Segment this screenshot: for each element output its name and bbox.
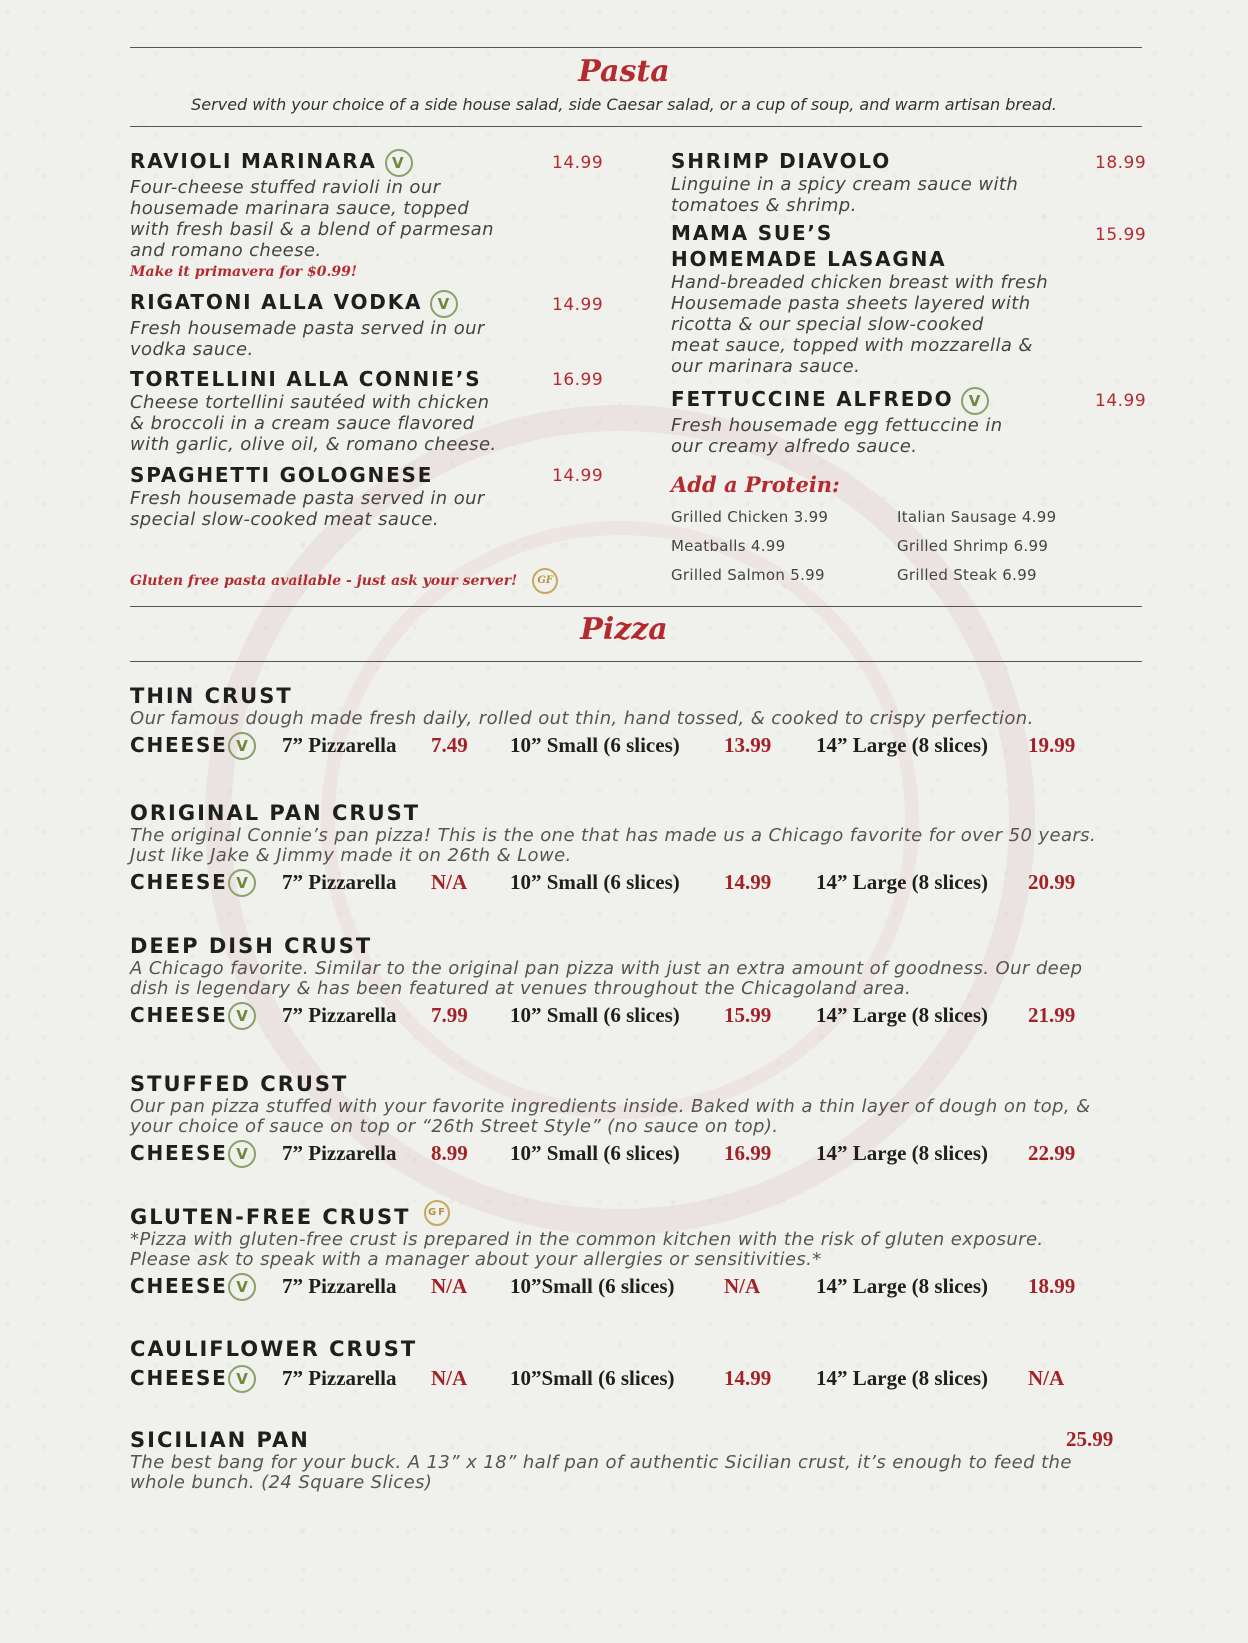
desc-line: with fresh basil & a blend of parmesan xyxy=(130,218,494,240)
sicilian-price: 25.99 xyxy=(1066,1427,1114,1451)
desc-line: with garlic, olive oil, & romano cheese. xyxy=(130,434,497,455)
desc-line: ricotta & our special slow-cooked xyxy=(671,314,984,335)
desc-line: & broccoli in a cream sauce flavored xyxy=(130,413,475,434)
crust-block xyxy=(130,683,1150,763)
pasta-title: Pasta xyxy=(578,54,670,89)
size-label: 10”Small (6 slices) xyxy=(510,1274,675,1298)
crust-block xyxy=(130,1204,1150,1304)
size-price: 14.99 xyxy=(724,1366,772,1390)
desc-line: Please ask to speak with a manager about your allergies or sensitivities.* xyxy=(130,1249,822,1270)
gluten-free-icon: GF xyxy=(532,568,558,594)
desc-line: *Pizza with gluten-free crust is prepared in the common kitchen with the risk of gluten exposure. xyxy=(130,1229,1044,1250)
desc-line: your choice of sauce on top or “26th Street Style” (no sauce on top). xyxy=(130,1116,779,1137)
cheese-label: CHEESE xyxy=(130,1366,228,1390)
size-price: N/A xyxy=(431,1274,468,1298)
crust-block xyxy=(130,1336,1150,1396)
crust-name xyxy=(130,933,1150,959)
desc-line: whole bunch. (24 Square Slices) xyxy=(130,1472,433,1493)
crust-name xyxy=(130,1071,1150,1097)
desc-line: Our pan pizza stuffed with your favorite ingredients inside. Baked with a thin layer of dough on top, & xyxy=(130,1096,1091,1117)
item-price: 15.99 xyxy=(1095,225,1147,245)
desc-line: housemade marinara sauce, topped xyxy=(130,197,470,219)
crust-name xyxy=(130,1336,1150,1362)
desc-line: our marinara sauce. xyxy=(671,356,861,377)
gluten-free-note-text: Gluten free pasta available - just ask your server! xyxy=(130,573,518,589)
desc-line: The original Connie’s pan pizza! This is the one that has made us a Chicago favorite for over 50 years. xyxy=(130,825,1097,846)
crust-name-text: DEEP DISH CRUST xyxy=(130,934,373,958)
size-label: 7” Pizzarella xyxy=(282,1274,397,1298)
vegetarian-icon: V xyxy=(228,1002,256,1030)
menu-item-ravioli xyxy=(130,148,600,261)
item-name: RAVIOLI MARINARA xyxy=(130,149,377,173)
item-price: 14.99 xyxy=(552,295,604,315)
item-name: RIGATONI ALLA VODKA xyxy=(130,290,423,314)
menu-item-shrimp-diavolo xyxy=(671,148,1141,216)
crust-desc xyxy=(130,959,1150,999)
gluten-free-icon: GF xyxy=(424,1200,450,1226)
crust-name-text: THIN CRUST xyxy=(130,684,293,708)
primavera-note: Make it primavera for $0.99! xyxy=(130,264,358,280)
vegetarian-icon: V xyxy=(228,869,256,897)
crust-name-text: CAULIFLOWER CRUST xyxy=(130,1337,418,1361)
desc-line: dish is legendary & has been featured at venues throughout the Chicagoland area. xyxy=(130,978,912,999)
desc-line: Fresh housemade pasta served in our xyxy=(130,317,485,339)
size-label: 7” Pizzarella xyxy=(282,1141,397,1165)
pizza-top-rule xyxy=(130,606,1142,607)
desc-line: Four-cheese stuffed ravioli in our xyxy=(130,176,441,198)
crust-name-text: ORIGINAL PAN CRUST xyxy=(130,801,421,825)
desc-line: The best bang for your buck. A 13” x 18” half pan of authentic Sicilian crust, it’s enough to feed the xyxy=(130,1452,1072,1473)
desc-line: Linguine in a spicy cream sauce with xyxy=(671,174,1019,195)
size-label: 14” Large (8 slices) xyxy=(816,1366,989,1390)
pizza-title: Pizza xyxy=(580,612,668,647)
protein-option: Grilled Chicken 3.99 xyxy=(671,508,829,526)
size-price: 14.99 xyxy=(724,870,772,894)
crust-name xyxy=(130,800,1150,826)
size-label: 10” Small (6 slices) xyxy=(510,733,680,757)
desc-line: Our famous dough made fresh daily, rolled out thin, hand tossed, & cooked to crispy perfection. xyxy=(130,708,1034,729)
protein-option: Meatballs 4.99 xyxy=(671,537,786,555)
item-name: TORTELLINI ALLA CONNIE’S xyxy=(130,367,482,391)
item-name: SPAGHETTI GOLOGNESE xyxy=(130,463,434,487)
crust-desc xyxy=(130,1097,1150,1137)
size-label: 14” Large (8 slices) xyxy=(816,733,989,757)
size-label: 14” Large (8 slices) xyxy=(816,1141,989,1165)
protein-option: Grilled Shrimp 6.99 xyxy=(897,537,1049,555)
size-price: N/A xyxy=(1028,1366,1065,1390)
protein-title: Add a Protein: xyxy=(671,472,840,497)
desc-line: meat sauce, topped with mozzarella & xyxy=(671,335,1033,356)
cheese-label: CHEESE xyxy=(130,1003,228,1027)
size-price: N/A xyxy=(431,1366,468,1390)
desc-line: Fresh housemade egg fettuccine in xyxy=(671,414,1003,436)
item-name: MAMA SUE’S xyxy=(671,221,834,245)
crust-desc xyxy=(130,1230,1150,1270)
size-price: 16.99 xyxy=(724,1141,772,1165)
item-name: FETTUCCINE ALFREDO xyxy=(671,387,954,411)
size-price: 15.99 xyxy=(724,1003,772,1027)
item-price: 14.99 xyxy=(552,153,604,173)
size-label: 7” Pizzarella xyxy=(282,1003,397,1027)
size-price-row xyxy=(130,1366,1150,1396)
size-label: 14” Large (8 slices) xyxy=(816,1003,989,1027)
desc-line: tomatoes & shrimp. xyxy=(671,195,857,216)
size-price-row xyxy=(130,870,1150,900)
size-price: 22.99 xyxy=(1028,1141,1076,1165)
item-price: 16.99 xyxy=(552,370,604,390)
crust-desc xyxy=(130,1453,1150,1493)
desc-line: Cheese tortellini sautéed with chicken xyxy=(130,392,490,413)
item-price: 14.99 xyxy=(552,466,604,486)
pasta-top-rule xyxy=(130,47,1142,48)
sicilian-pan xyxy=(130,1427,1150,1493)
desc-line: A Chicago favorite. Similar to the original pan pizza with just an extra amount of goodness. Our deep xyxy=(130,958,1083,979)
item-desc xyxy=(671,174,1141,216)
crust-name-text: STUFFED CRUST xyxy=(130,1072,349,1096)
vegetarian-icon: V xyxy=(228,1140,256,1168)
vegetarian-icon: V xyxy=(430,290,458,318)
menu-item-fettuccine xyxy=(671,386,1141,457)
desc-line: our creamy alfredo sauce. xyxy=(671,435,918,457)
item-desc xyxy=(130,392,600,455)
size-label: 7” Pizzarella xyxy=(282,1366,397,1390)
gluten-free-note xyxy=(130,568,558,594)
crust-block xyxy=(130,800,1150,900)
crust-desc xyxy=(130,826,1150,866)
desc-line: and romano cheese. xyxy=(130,239,322,261)
size-price: N/A xyxy=(724,1274,761,1298)
cheese-label: CHEESE xyxy=(130,1141,228,1165)
size-price: 8.99 xyxy=(431,1141,468,1165)
item-desc xyxy=(130,488,600,530)
crust-name-text: GLUTEN-FREE CRUST xyxy=(130,1205,411,1229)
protein-option: Grilled Steak 6.99 xyxy=(897,566,1037,584)
size-price: 21.99 xyxy=(1028,1003,1076,1027)
item-price: 18.99 xyxy=(1095,153,1147,173)
cheese-label: CHEESE xyxy=(130,733,228,757)
item-desc xyxy=(671,415,1141,457)
size-label: 10” Small (6 slices) xyxy=(510,870,680,894)
vegetarian-icon: V xyxy=(228,732,256,760)
size-label: 10”Small (6 slices) xyxy=(510,1366,675,1390)
size-label: 14” Large (8 slices) xyxy=(816,870,989,894)
cheese-label: CHEESE xyxy=(130,870,228,894)
menu-item-tortellini xyxy=(130,366,600,455)
desc-line: Fresh housemade pasta served in our xyxy=(130,488,485,509)
desc-line: Housemade pasta sheets layered with xyxy=(671,293,1031,314)
size-label: 7” Pizzarella xyxy=(282,733,397,757)
size-price-row xyxy=(130,1003,1150,1033)
size-label: 10” Small (6 slices) xyxy=(510,1141,680,1165)
protein-option: Grilled Salmon 5.99 xyxy=(671,566,825,584)
size-label: 7” Pizzarella xyxy=(282,870,397,894)
crust-block xyxy=(130,1071,1150,1171)
size-price-row xyxy=(130,1274,1150,1304)
desc-line: Just like Jake & Jimmy made it on 26th & Lowe. xyxy=(130,845,572,866)
size-price: 20.99 xyxy=(1028,870,1076,894)
size-price: 18.99 xyxy=(1028,1274,1076,1298)
item-name-line2: HOMEMADE LASAGNA xyxy=(671,247,947,271)
menu-item-rigatoni xyxy=(130,289,600,360)
crust-name: SICILIAN PAN xyxy=(130,1428,310,1452)
size-price: 19.99 xyxy=(1028,733,1076,757)
item-desc xyxy=(671,272,1141,377)
item-desc xyxy=(130,177,600,261)
pasta-subtitle: Served with your choice of a side house salad, side Caesar salad, or a cup of soup, and warm artisan bread. xyxy=(191,95,1057,114)
size-price: 7.49 xyxy=(431,733,468,757)
protein-option: Italian Sausage 4.99 xyxy=(897,508,1057,526)
desc-line: vodka sauce. xyxy=(130,338,254,360)
pasta-sub-rule xyxy=(130,126,1142,127)
crust-name xyxy=(130,1204,1150,1230)
vegetarian-icon: V xyxy=(961,387,989,415)
item-name: SHRIMP DIAVOLO xyxy=(671,149,892,173)
menu-item-spaghetti xyxy=(130,462,600,530)
size-price: 7.99 xyxy=(431,1003,468,1027)
menu-item-lasagna xyxy=(671,220,1141,377)
vegetarian-icon: V xyxy=(385,149,413,177)
size-price: N/A xyxy=(431,870,468,894)
item-desc xyxy=(130,318,600,360)
crust-block xyxy=(130,933,1150,1033)
vegetarian-icon: V xyxy=(228,1273,256,1301)
item-price: 14.99 xyxy=(1095,391,1147,411)
crust-name xyxy=(130,683,1150,709)
vegetarian-icon: V xyxy=(228,1365,256,1393)
crust-desc xyxy=(130,709,1150,729)
desc-line: special slow-cooked meat sauce. xyxy=(130,509,440,530)
pizza-sub-rule xyxy=(130,661,1142,662)
size-price-row xyxy=(130,1141,1150,1171)
cheese-label: CHEESE xyxy=(130,1274,228,1298)
size-price: 13.99 xyxy=(724,733,772,757)
desc-line: Hand-breaded chicken breast with fresh xyxy=(671,272,1049,293)
size-label: 10” Small (6 slices) xyxy=(510,1003,680,1027)
size-label: 14” Large (8 slices) xyxy=(816,1274,989,1298)
size-price-row xyxy=(130,733,1150,763)
